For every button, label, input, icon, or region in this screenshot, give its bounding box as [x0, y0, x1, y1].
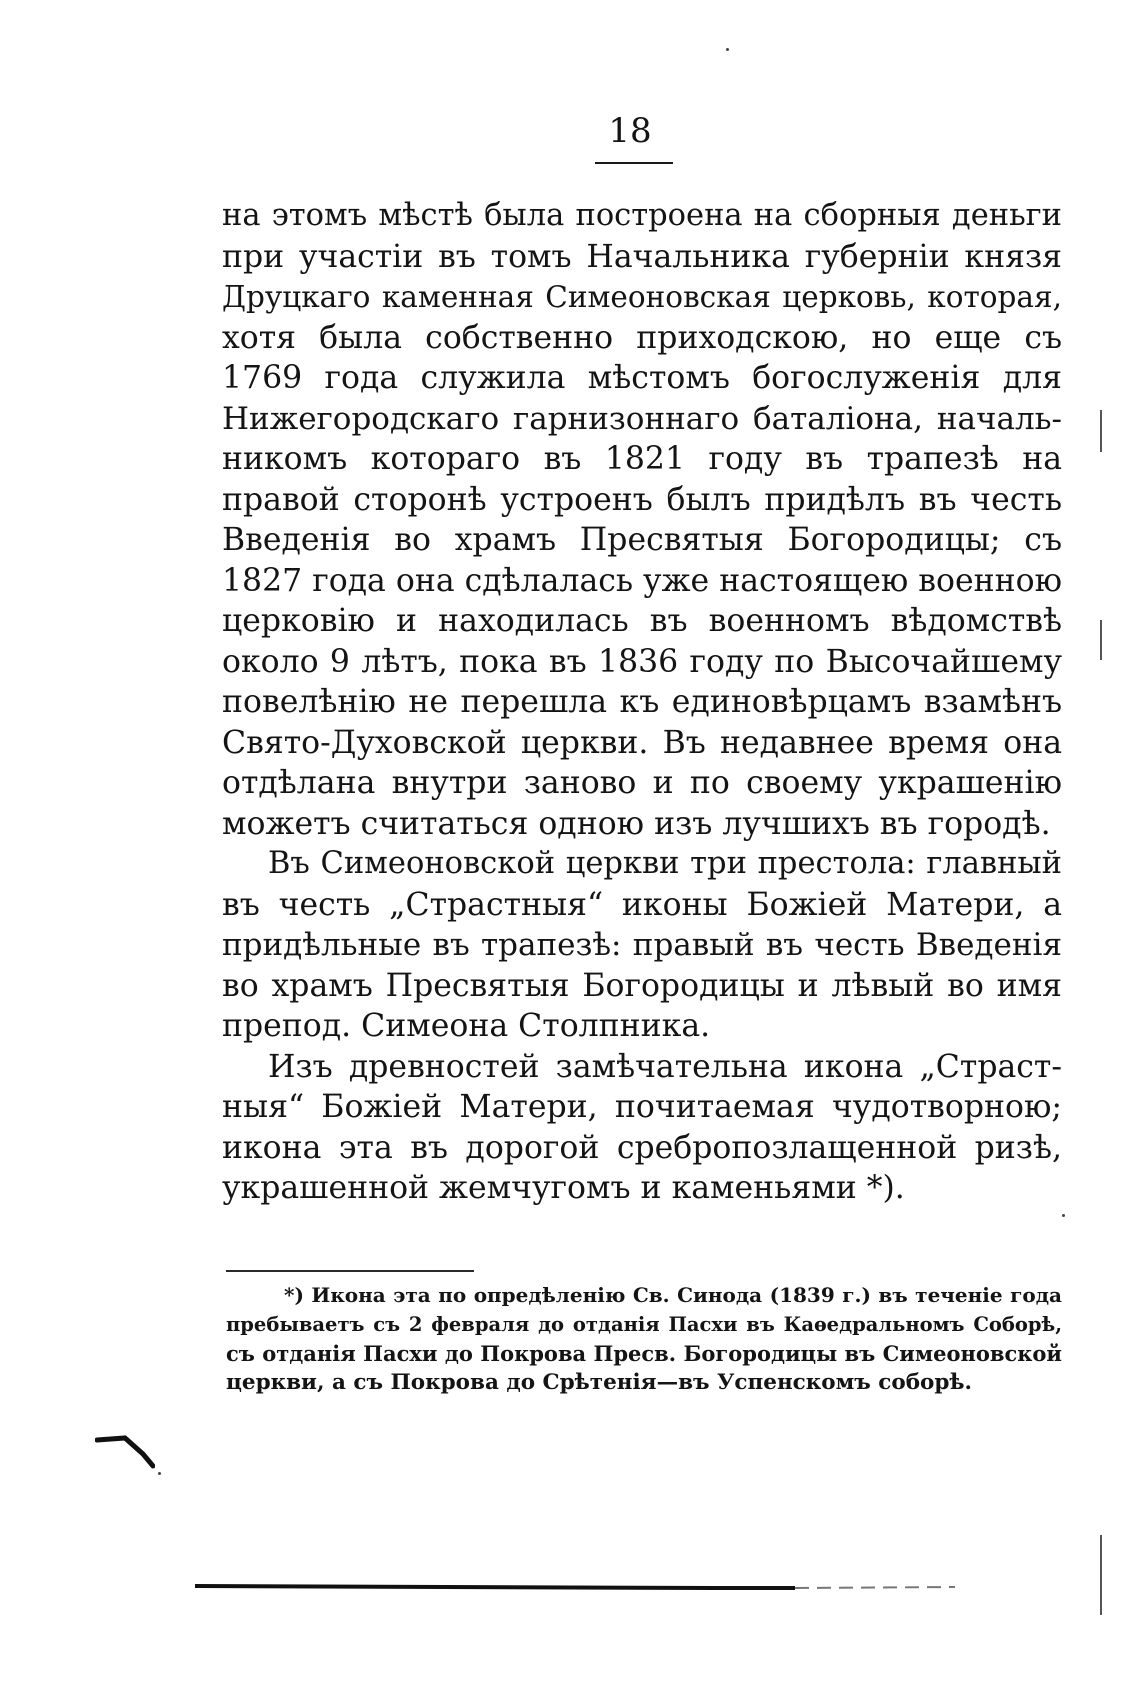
- footnote-line: церкви, а съ Покрова до Срѣтенія—въ Успенскомъ соборѣ.: [226, 1370, 973, 1395]
- text-line: можетъ считаться одною изъ лучшихъ въ городѣ.: [222, 805, 1051, 842]
- text-line: въ честь „Страстныя“ иконы Божіей Матери, а: [222, 886, 1062, 923]
- text-line: 1827 года она сдѣлалась уже настоящею военною: [222, 562, 1062, 599]
- text-line: 1769 года служила мѣстомъ богослуженія для: [222, 360, 1062, 396]
- paragraph-start-line: Изъ древностей замѣчательна икона „Страст-: [268, 1048, 1062, 1085]
- edge-tick: [1100, 410, 1102, 452]
- text-line: отдѣлана внутри заново и по своему украшенію: [222, 765, 1062, 801]
- text-line: никомъ котораго въ 1821 году въ трапезѣ на: [222, 441, 1062, 477]
- text-line: повелѣнію не перешла къ единовѣрцамъ взамѣнъ: [222, 684, 1062, 720]
- footnote-separator: [226, 1270, 474, 1272]
- main-text-body: [222, 196, 1062, 1209]
- bottom-rule: [195, 1581, 975, 1593]
- dust-speck: [1062, 1214, 1065, 1217]
- dust-speck: [158, 1472, 161, 1475]
- text-line: около 9 лѣтъ, пока въ 1836 году по Высочайшему: [222, 643, 1062, 680]
- text-line: во храмъ Пресвятыя Богородицы и лѣвый во имя: [222, 967, 1062, 1004]
- text-line: препод. Симеона Столпника.: [222, 1008, 711, 1044]
- text-line: хотя была собственно приходскою, но еще съ: [222, 319, 1062, 356]
- edge-tick: [1100, 620, 1102, 660]
- edge-tick: [1100, 1535, 1102, 1615]
- page-number-underline: [595, 162, 673, 164]
- scan-artifact-mark: [95, 1432, 155, 1472]
- text-line: правой сторонѣ устроенъ былъ придѣлъ въ честь: [222, 481, 1062, 518]
- text-line: Свято-Духовской церкви. Въ недавнее время она: [222, 724, 1062, 761]
- text-line: на этомъ мѣстѣ была построена на сборныя деньги: [222, 198, 1062, 233]
- text-line: Введенія во храмъ Пресвятыя Богородицы; съ: [222, 522, 1062, 558]
- footnote: [226, 1281, 1062, 1397]
- page-number: 18: [608, 111, 652, 151]
- footnote-line: съ отданія Пасхи до Покрова Пресв. Богородицы въ Симеоновской: [226, 1341, 1062, 1366]
- text-line: Нижегородскаго гарнизоннаго баталіона, началь-: [222, 400, 1062, 437]
- paragraph-start-line: Въ Симеоновской церкви три престола: главный: [268, 846, 1062, 881]
- text-line: придѣльные въ трапезѣ: правый въ честь Введенія: [222, 927, 1062, 963]
- text-line: ныя“ Божіей Матери, почитаемая чудотворною;: [222, 1089, 1062, 1125]
- dust-speck: [726, 48, 729, 51]
- text-line: церковію и находилась въ военномъ вѣдомствѣ: [222, 603, 1062, 639]
- text-line: икона эта въ дорогой сребропозлащенной ризѣ,: [222, 1129, 1062, 1166]
- text-line: украшенной жемчугомъ и каменьями *).: [222, 1170, 905, 1206]
- footnote-line: пребываетъ съ 2 февраля до отданія Пасхи въ Каѳедральномъ Соборѣ,: [226, 1313, 1062, 1336]
- text-line: при участіи въ томъ Начальника губерніи князя: [222, 238, 1062, 275]
- text-line: Друцкаго каменная Симеоновская церковь, которая,: [222, 280, 1062, 314]
- footnote-line: *) Икона эта по опредѣленію Св. Синода (1839 г.) въ теченіе года: [284, 1283, 1062, 1307]
